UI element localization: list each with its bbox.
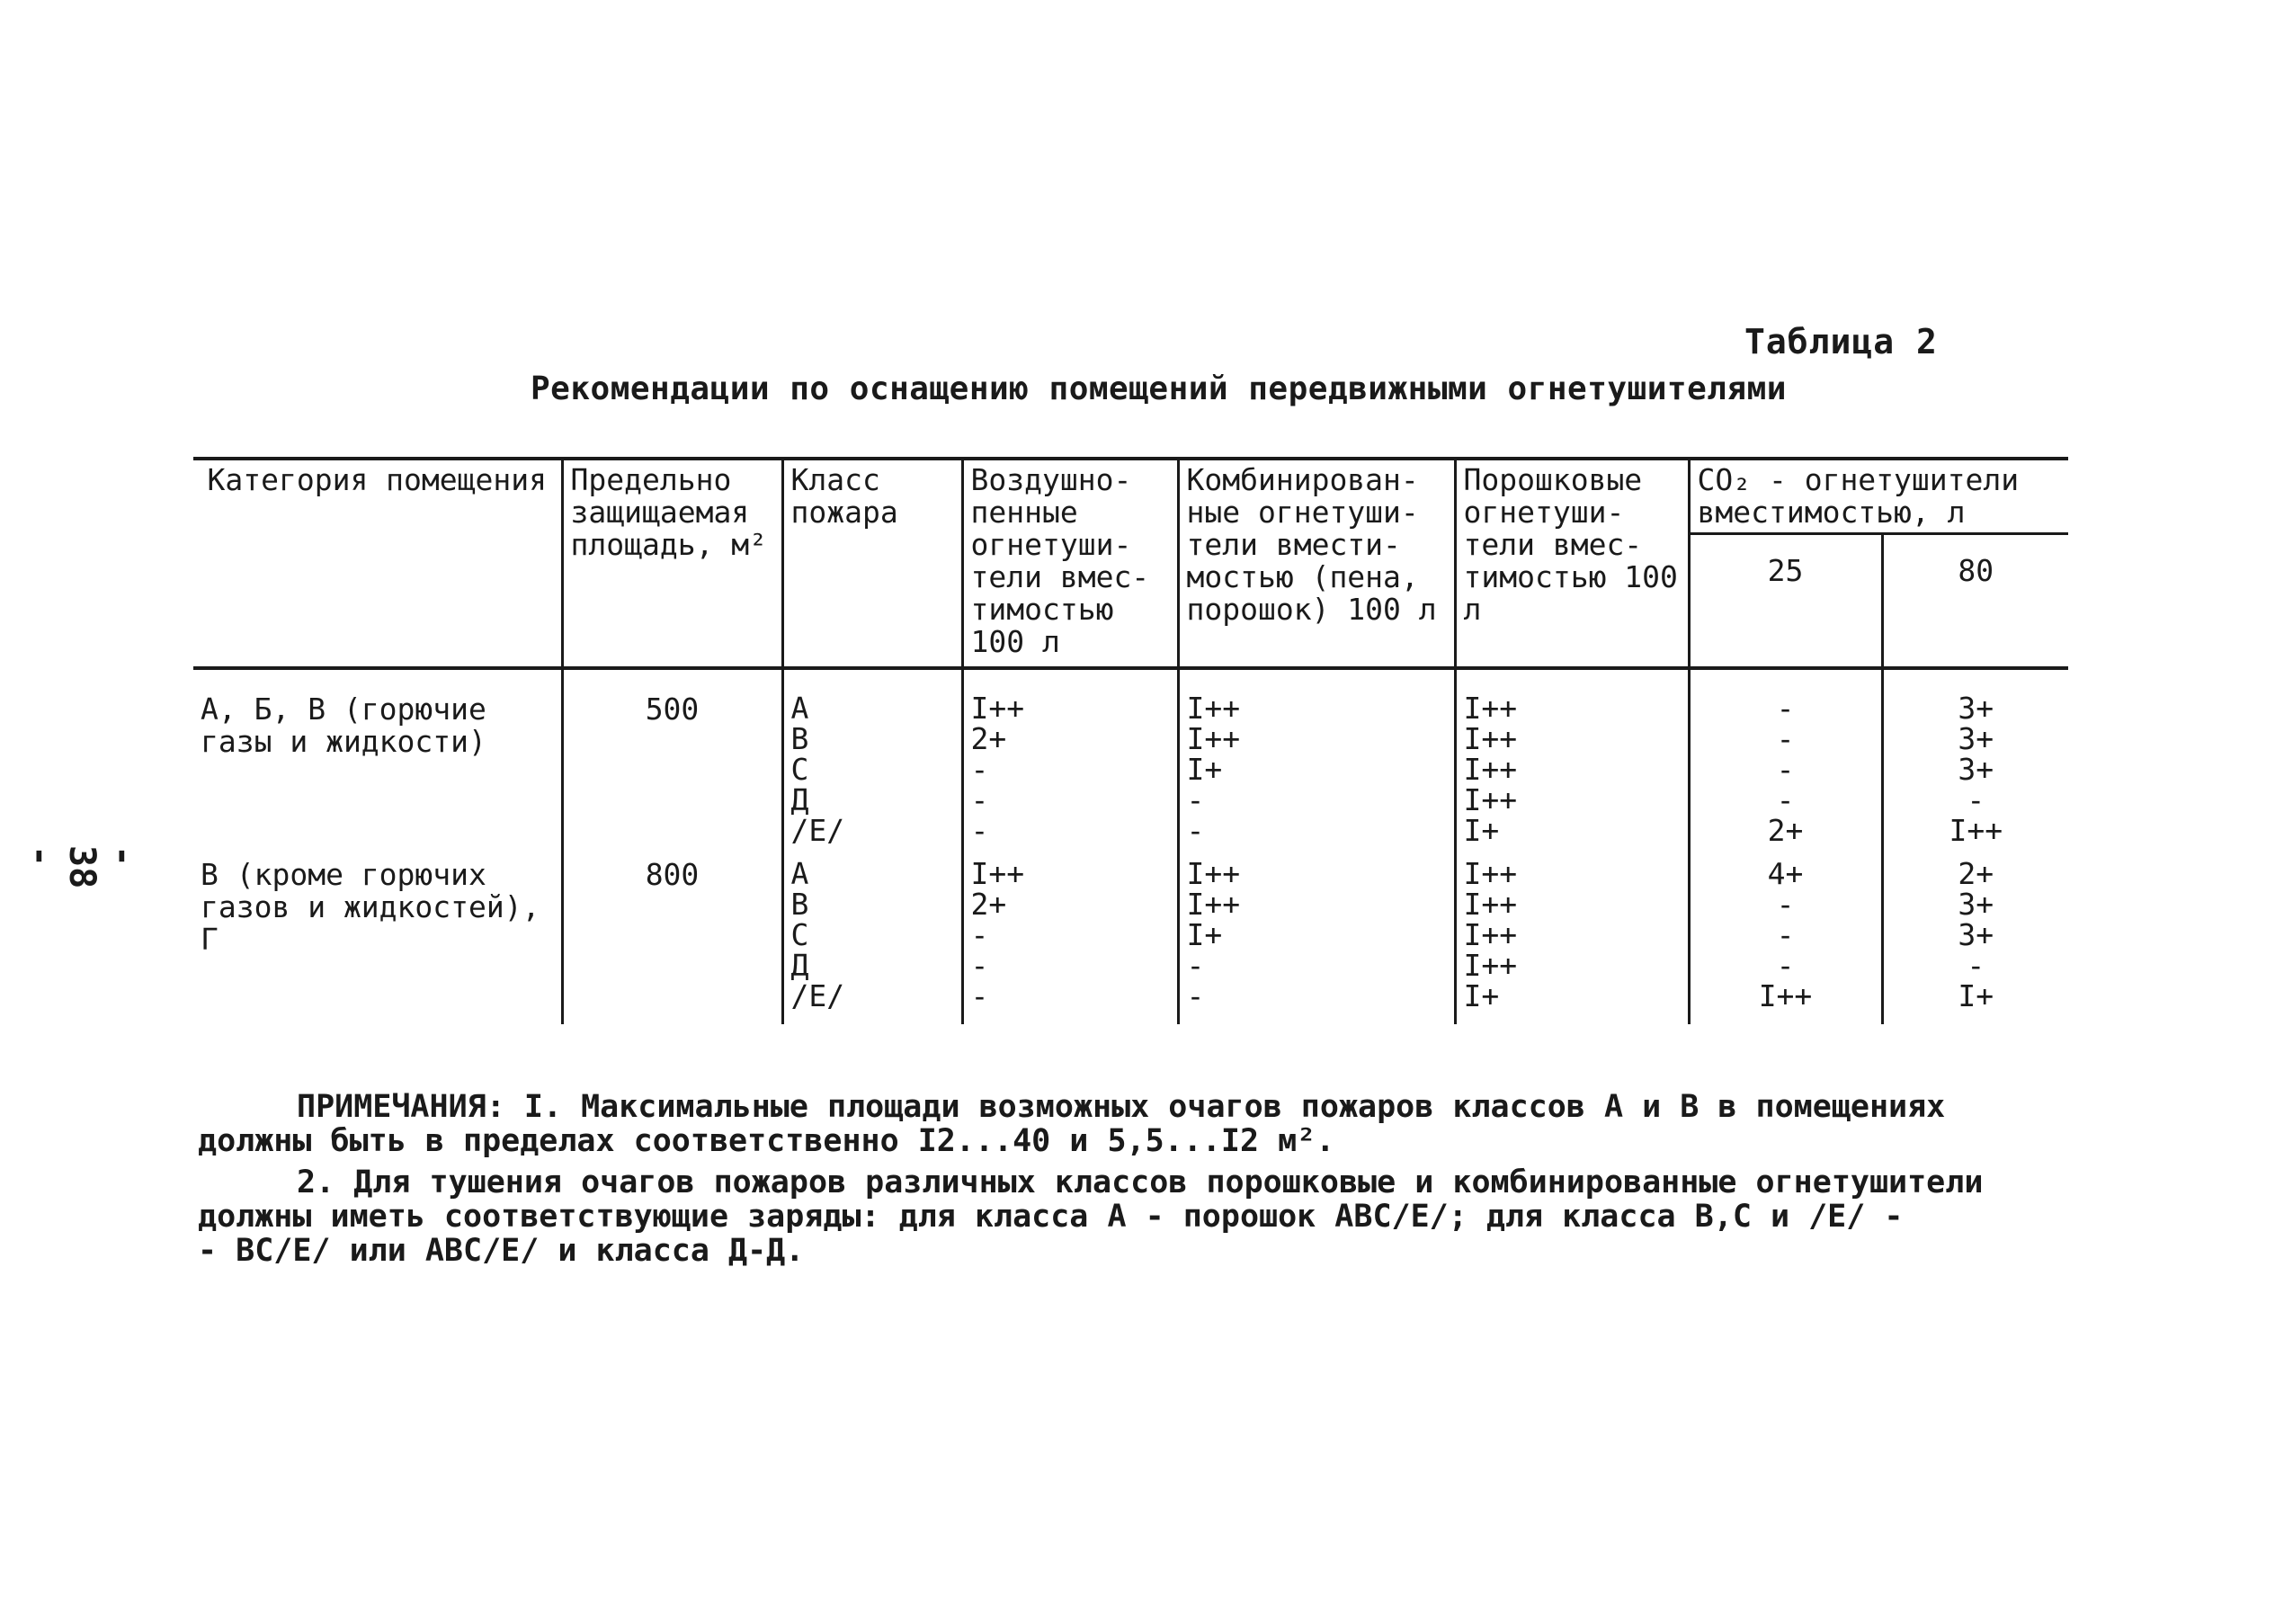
- row-co2-80: [1882, 668, 2068, 850]
- header-co2-80: 80: [1882, 534, 2068, 669]
- note-1-line-1: ПРИМЕЧАНИЯ: I. Максимальные площади возможных очагов пожаров классов А и В в помещениях: [297, 1089, 1946, 1125]
- cell-value: -: [1776, 782, 1795, 817]
- cell-value: 3+: [1958, 887, 1994, 922]
- cell-value: -: [1776, 691, 1795, 726]
- cell-value: I+: [1463, 813, 1500, 848]
- cell-value: I++: [1463, 752, 1518, 787]
- cell-value: -: [1776, 721, 1795, 756]
- header-powder: Порошковые огнетуши-тели вмес-тимостью 100 л: [1455, 459, 1689, 668]
- cell-value: I+: [1958, 978, 1994, 1013]
- row-combined: [1178, 668, 1455, 850]
- row-combined: [1178, 850, 1455, 1024]
- header-combined: Комбинирован-ные огнетуши-тели вмести-мостью (пена, порошок) 100 л: [1178, 459, 1455, 668]
- cell-value: Д: [790, 782, 809, 817]
- table-row: [193, 668, 2068, 850]
- row-powder: [1455, 850, 1689, 1024]
- cell-value: -: [1186, 948, 1205, 983]
- page-number-text: - 38 -: [20, 845, 144, 889]
- cell-value: А: [790, 691, 809, 726]
- note-1-line-2: должны быть в пределах соответственно I2...40 и 5,5...I2 м².: [198, 1123, 1335, 1159]
- cell-value: I++: [1463, 691, 1518, 726]
- cell-value: С: [790, 752, 809, 787]
- cell-value: -: [1967, 948, 1985, 983]
- cell-value: 3+: [1958, 691, 1994, 726]
- cell-value: I+: [1186, 752, 1223, 787]
- cell-value: I++: [1463, 917, 1518, 952]
- cell-value: -: [1776, 948, 1795, 983]
- row-co2-25: [1689, 850, 1882, 1024]
- header-category: Категория помещения: [193, 459, 562, 668]
- cell-value: -: [1776, 917, 1795, 952]
- header-area: Предельно защищаемая площадь, м²: [562, 459, 782, 668]
- cell-value: /Е/: [790, 813, 845, 848]
- cell-value: -: [1186, 782, 1205, 817]
- note-2-line-1: 2. Для тушения очагов пожаров различных классов порошковые и комбинированные огнетушители: [297, 1164, 1984, 1200]
- cell-value: 3+: [1958, 917, 1994, 952]
- notes-block: [198, 1090, 2068, 1275]
- row-category: В (кроме горючих газов и жидкостей), Г: [201, 857, 540, 957]
- table-row: [193, 850, 2068, 1024]
- cell-value: 2+: [970, 887, 1007, 922]
- row-foam: [962, 668, 1178, 850]
- cell-value: 4+: [1767, 856, 1804, 891]
- header-foam: Воздушно-пенные огнетуши-тели вмес-тимостью 100 л: [962, 459, 1178, 668]
- row-classes: [782, 668, 962, 850]
- cell-value: В: [790, 721, 809, 756]
- cell-value: 3+: [1958, 721, 1994, 756]
- cell-value: -: [1186, 978, 1205, 1013]
- cell-value: А: [790, 856, 809, 891]
- cell-value: I++: [1463, 782, 1518, 817]
- fire-extinguisher-table: [193, 457, 2068, 1024]
- cell-value: С: [790, 917, 809, 952]
- row-classes: [782, 850, 962, 1024]
- cell-value: -: [970, 978, 989, 1013]
- header-co2: CO₂ - огнетушители вместимостью, л: [1689, 459, 2068, 534]
- note-2: [198, 1165, 2068, 1268]
- table-number: Таблица 2: [1744, 322, 1938, 361]
- row-co2-80: [1882, 850, 2068, 1024]
- row-area: 500: [562, 668, 782, 850]
- cell-value: 2+: [1958, 856, 1994, 891]
- cell-value: 2+: [970, 721, 1007, 756]
- cell-value: I++: [1186, 887, 1241, 922]
- cell-value: I++: [1949, 813, 2003, 848]
- header-fire-class: Класс пожара: [782, 459, 962, 668]
- cell-value: I++: [1186, 691, 1241, 726]
- cell-value: 2+: [1767, 813, 1804, 848]
- cell-value: I++: [970, 691, 1025, 726]
- page-number-side: [20, 845, 189, 980]
- table-title: Рекомендации по оснащению помещений передвижными огнетушителями: [531, 370, 1787, 407]
- cell-value: Д: [790, 948, 809, 983]
- note-2-line-2: должны иметь соответствующие заряды: для класса А - порошок АВС/Е/; для класса В,С и /Е/ -: [198, 1199, 1904, 1235]
- cell-value: I+: [1186, 917, 1223, 952]
- cell-value: I++: [1758, 978, 1813, 1013]
- cell-value: -: [970, 782, 989, 817]
- row-area: 800: [562, 850, 782, 1024]
- cell-value: 3+: [1958, 752, 1994, 787]
- cell-value: /Е/: [790, 978, 845, 1013]
- row-powder: [1455, 668, 1689, 850]
- row-foam: [962, 850, 1178, 1024]
- cell-value: I++: [970, 856, 1025, 891]
- cell-value: I++: [1186, 721, 1241, 756]
- note-2-line-3: - ВС/Е/ или АВС/Е/ и класса Д-Д.: [198, 1233, 805, 1269]
- cell-value: -: [1776, 752, 1795, 787]
- cell-value: -: [970, 752, 989, 787]
- row-co2-25: [1689, 668, 1882, 850]
- cell-value: I++: [1463, 948, 1518, 983]
- cell-value: I++: [1186, 856, 1241, 891]
- header-co2-25: 25: [1689, 534, 1882, 669]
- cell-value: I+: [1463, 978, 1500, 1013]
- cell-value: -: [1186, 813, 1205, 848]
- cell-value: В: [790, 887, 809, 922]
- cell-value: I++: [1463, 721, 1518, 756]
- cell-value: I++: [1463, 856, 1518, 891]
- note-1: [198, 1090, 2068, 1158]
- cell-value: -: [970, 813, 989, 848]
- cell-value: -: [1776, 887, 1795, 922]
- cell-value: -: [970, 917, 989, 952]
- cell-value: I++: [1463, 887, 1518, 922]
- cell-value: -: [1967, 782, 1985, 817]
- row-category: А, Б, В (горючие газы и жидкости): [201, 692, 486, 759]
- cell-value: -: [970, 948, 989, 983]
